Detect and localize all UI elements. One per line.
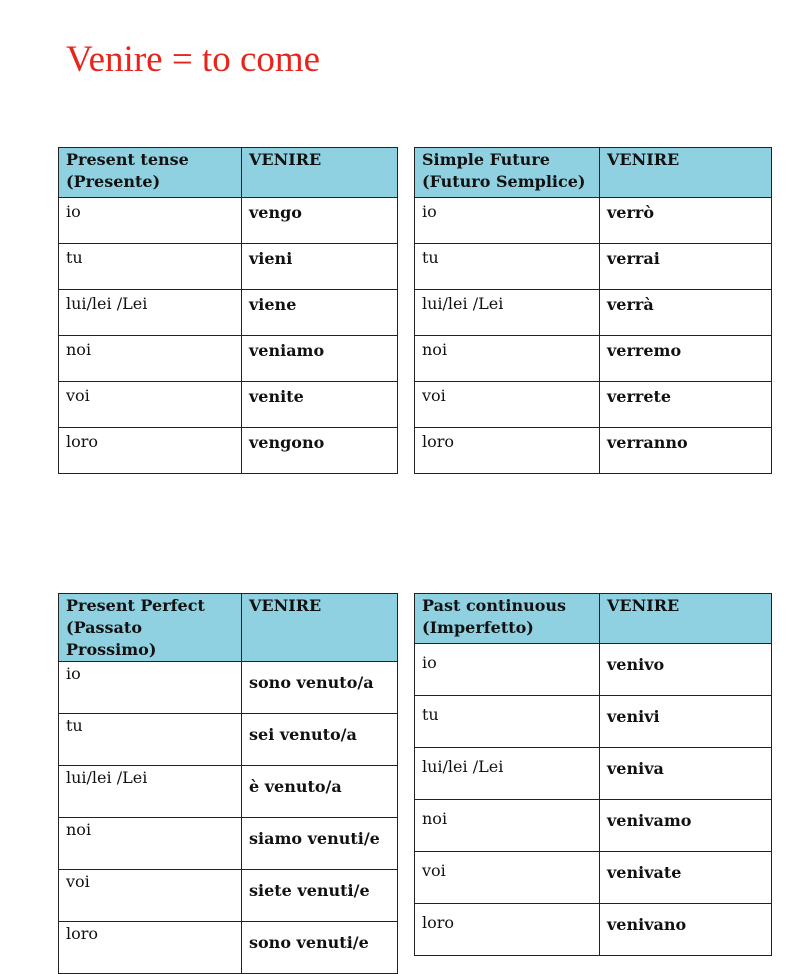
- table-row: [59, 714, 398, 766]
- verb-form-cell: veniamo: [242, 336, 398, 382]
- verb-form-cell: verrete: [600, 382, 772, 428]
- verb-form-cell: sono venuto/a: [242, 662, 398, 714]
- table-row: [59, 870, 398, 922]
- table-header-row: [415, 594, 772, 644]
- verb-header: VENIRE: [242, 148, 398, 198]
- table-header-row: [415, 148, 772, 198]
- table-present-tense: [58, 147, 398, 474]
- pronoun-cell: loro: [415, 904, 600, 956]
- pronoun-cell: noi: [415, 336, 600, 382]
- pronoun-cell: loro: [59, 428, 242, 474]
- table-row: [415, 852, 772, 904]
- table-simple-future: [414, 147, 772, 474]
- table-row: [59, 336, 398, 382]
- table-past-continuous: [414, 593, 772, 956]
- verb-form-cell: viene: [242, 290, 398, 336]
- table-row: [59, 244, 398, 290]
- pronoun-cell: voi: [59, 870, 242, 922]
- verb-form-cell: siamo venuti/e: [242, 818, 398, 870]
- pronoun-cell: lui/lei /Lei: [59, 766, 242, 818]
- verb-form-cell: venivate: [600, 852, 772, 904]
- table-row: [59, 662, 398, 714]
- tense-header: Present tense (Presente): [59, 148, 242, 198]
- verb-form-cell: venivamo: [600, 800, 772, 852]
- verb-form-cell: venivo: [600, 644, 772, 696]
- table-row: [59, 922, 398, 974]
- verb-form-cell: veniva: [600, 748, 772, 800]
- pronoun-cell: lui/lei /Lei: [415, 748, 600, 800]
- verb-form-cell: venite: [242, 382, 398, 428]
- pronoun-cell: tu: [59, 714, 242, 766]
- table-row: [415, 382, 772, 428]
- table-row: [59, 382, 398, 428]
- pronoun-cell: lui/lei /Lei: [59, 290, 242, 336]
- verb-header: VENIRE: [242, 594, 398, 662]
- tense-header: Simple Future (Futuro Semplice): [415, 148, 600, 198]
- table-row: [59, 818, 398, 870]
- verb-form-cell: vieni: [242, 244, 398, 290]
- pronoun-cell: voi: [59, 382, 242, 428]
- table-row: [415, 428, 772, 474]
- verb-form-cell: verrai: [600, 244, 772, 290]
- verb-form-cell: verrà: [600, 290, 772, 336]
- verb-form-cell: sei venuto/a: [242, 714, 398, 766]
- verb-form-cell: vengo: [242, 198, 398, 244]
- pronoun-cell: noi: [59, 818, 242, 870]
- table-row: [415, 336, 772, 382]
- table-header-row: [59, 148, 398, 198]
- pronoun-cell: noi: [59, 336, 242, 382]
- verb-form-cell: è venuto/a: [242, 766, 398, 818]
- verb-form-cell: venivi: [600, 696, 772, 748]
- table-present-perfect: [58, 593, 398, 974]
- pronoun-cell: tu: [415, 696, 600, 748]
- table-row: [415, 748, 772, 800]
- table-header-row: [59, 594, 398, 662]
- pronoun-cell: tu: [59, 244, 242, 290]
- verb-form-cell: vengono: [242, 428, 398, 474]
- table-row: [59, 766, 398, 818]
- tense-header: Present Perfect (Passato Prossimo): [59, 594, 242, 662]
- pronoun-cell: voi: [415, 852, 600, 904]
- table-row: [59, 428, 398, 474]
- verb-form-cell: verremo: [600, 336, 772, 382]
- pronoun-cell: io: [415, 644, 600, 696]
- table-row: [415, 696, 772, 748]
- verb-form-cell: siete venuti/e: [242, 870, 398, 922]
- pronoun-cell: lui/lei /Lei: [415, 290, 600, 336]
- pronoun-cell: io: [59, 662, 242, 714]
- verb-form-cell: verrò: [600, 198, 772, 244]
- pronoun-cell: voi: [415, 382, 600, 428]
- verb-form-cell: sono venuti/e: [242, 922, 398, 974]
- table-row: [59, 198, 398, 244]
- table-row: [415, 198, 772, 244]
- pronoun-cell: io: [59, 198, 242, 244]
- page-title: Venire = to come: [66, 39, 321, 80]
- verb-header: VENIRE: [600, 594, 772, 644]
- table-row: [415, 644, 772, 696]
- table-row: [415, 904, 772, 956]
- verb-form-cell: verranno: [600, 428, 772, 474]
- table-row: [59, 290, 398, 336]
- pronoun-cell: loro: [59, 922, 242, 974]
- pronoun-cell: loro: [415, 428, 600, 474]
- pronoun-cell: io: [415, 198, 600, 244]
- pronoun-cell: tu: [415, 244, 600, 290]
- table-row: [415, 800, 772, 852]
- tense-header: Past continuous (Imperfetto): [415, 594, 600, 644]
- table-row: [415, 290, 772, 336]
- verb-form-cell: venivano: [600, 904, 772, 956]
- table-row: [415, 244, 772, 290]
- pronoun-cell: noi: [415, 800, 600, 852]
- verb-header: VENIRE: [600, 148, 772, 198]
